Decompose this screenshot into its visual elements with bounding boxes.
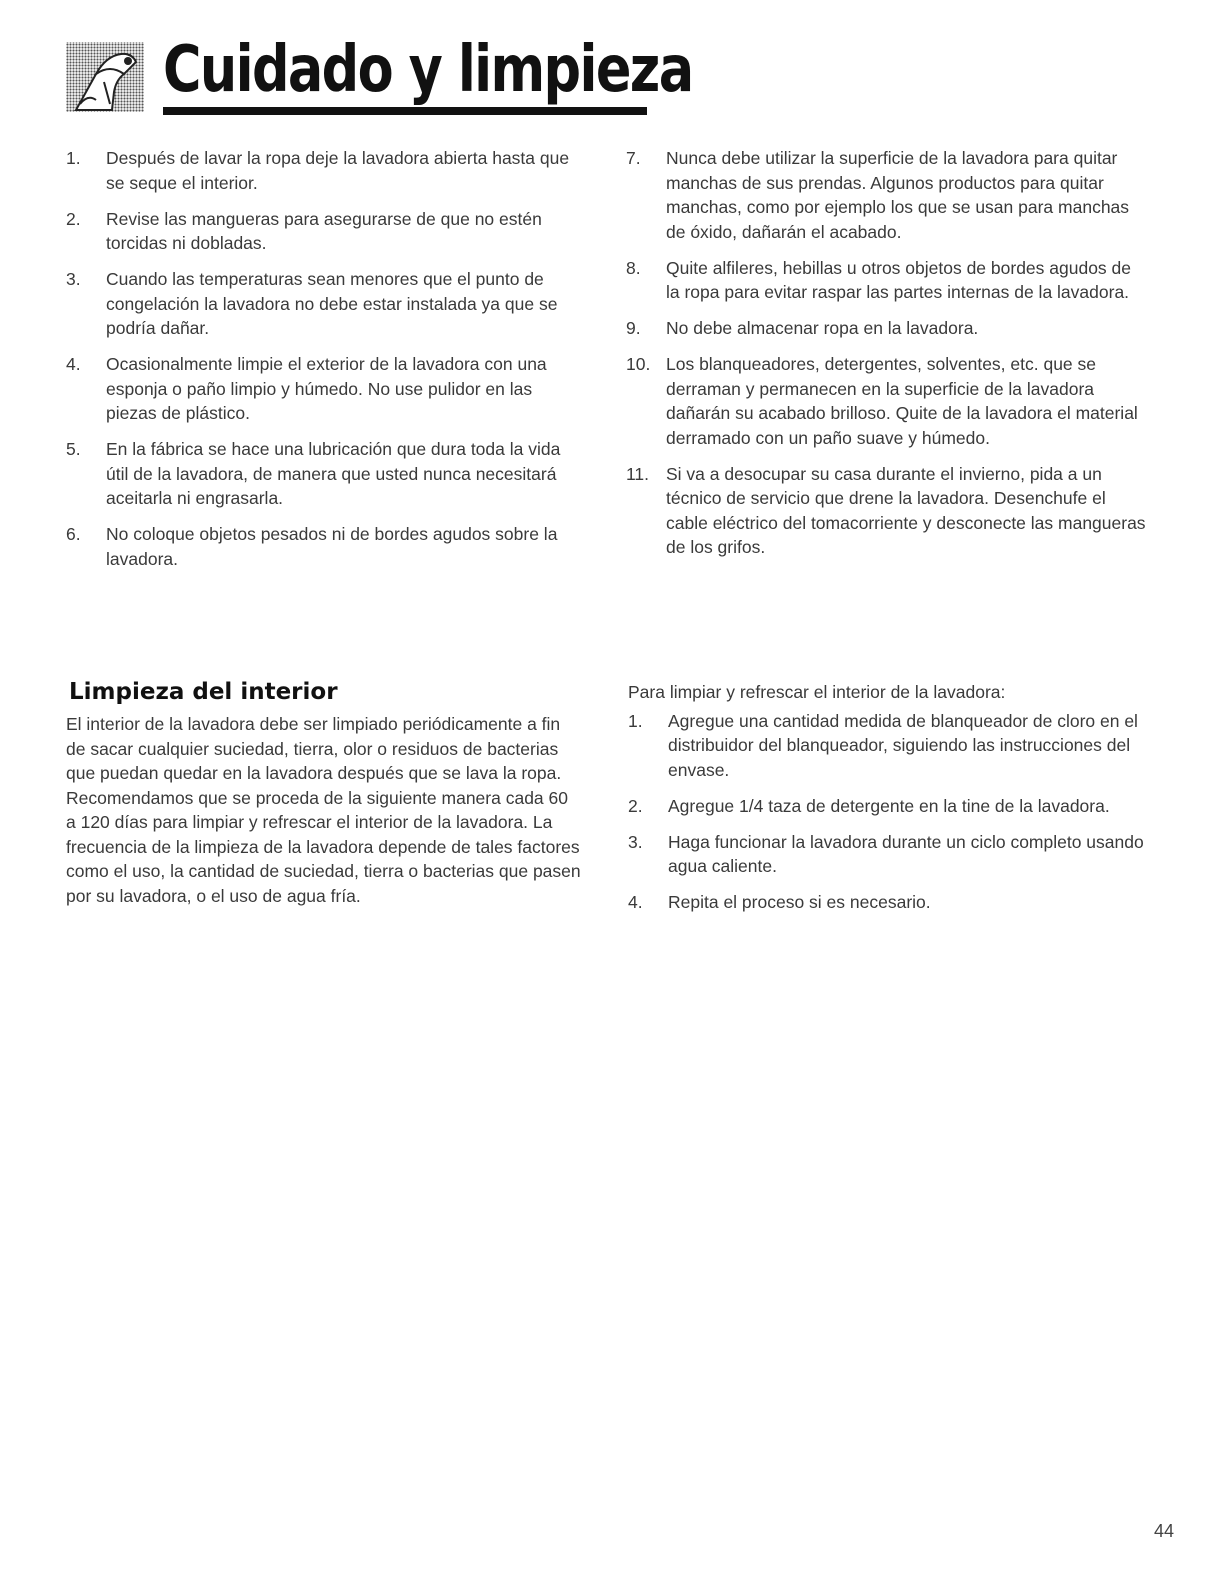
list-item-number: 5.	[66, 439, 81, 459]
list-item-text: Haga funcionar la lavadora durante un ciclo completo usando agua caliente.	[668, 831, 1144, 876]
section-heading: Limpieza del interior	[69, 679, 338, 705]
list-item-text: Agregue una cantidad medida de blanqueador de cloro en el distribuidor del blanqueador, siguiendo las instrucciones del envase.	[668, 710, 1138, 780]
care-list-left	[66, 146, 581, 583]
list-item	[626, 316, 1148, 341]
list-item	[628, 794, 1150, 819]
page-number: 44	[1154, 1521, 1175, 1541]
list-item	[628, 830, 1150, 879]
list-item-number: 10.	[626, 354, 651, 374]
list-item-number: 3.	[66, 269, 81, 289]
list-item-text: No coloque objetos pesados ni de bordes agudos sobre la lavadora.	[106, 524, 558, 569]
washer-cleaning-illustration-icon	[66, 34, 146, 114]
list-item-number: 4.	[628, 892, 643, 912]
list-item-number: 9.	[626, 318, 641, 338]
list-item-number: 7.	[626, 148, 641, 168]
list-item	[628, 709, 1150, 783]
list-item-text: Repita el proceso si es necesario.	[668, 892, 931, 912]
list-item	[626, 462, 1148, 560]
list-item-number: 1.	[66, 148, 81, 168]
list-item-number: 4.	[66, 354, 81, 374]
list-item	[66, 146, 581, 195]
list-item	[626, 352, 1148, 450]
list-item	[66, 207, 581, 256]
list-item-text: En la fábrica se hace una lubricación que dura toda la vida útil de la lavadora, de manera que usted nunca necesitará aceitarla ni engrasarla.	[106, 439, 561, 508]
page-header	[66, 24, 693, 120]
list-item	[66, 352, 581, 426]
list-item-text: Después de lavar la ropa deje la lavadora abierta hasta que se seque el interior.	[106, 148, 570, 193]
list-item	[66, 437, 581, 511]
list-item-number: 8.	[626, 257, 641, 278]
list-item-number: 3.	[628, 831, 643, 852]
list-item-text: Si va a desocupar su casa durante el invierno, pida a un técnico de servicio que drene la lavadora. Desenchufe el cable eléctrico del tomacorriente y desconecte las mangueras de los grifos.	[666, 463, 1146, 557]
page-title: Cuidado y limpieza	[163, 33, 693, 107]
list-item	[66, 522, 581, 571]
interior-description	[66, 712, 581, 908]
list-item-text: Ocasionalmente limpie el exterior de la lavadora con una esponja o paño limpio y húmedo. No use pulidor en las piezas de plástico.	[106, 354, 547, 423]
list-item	[628, 890, 1150, 915]
list-item-text: Agregue 1/4 taza de detergente en la tine de la lavadora.	[668, 795, 1110, 816]
list-item-text: Nunca debe utilizar la superficie de la lavadora para quitar manchas de sus prendas. Algunos productos para quitar manchas, como por ejemplo los que se usan para manchas de óxido, dañarán el acabado.	[666, 148, 1130, 242]
list-item-text: Quite alfileres, hebillas u otros objetos de bordes agudos de la ropa para evitar raspar las partes internas de la lavadora.	[666, 257, 1132, 302]
title-underline	[163, 107, 647, 115]
list-item-number: 2.	[628, 795, 643, 816]
list-item	[626, 256, 1148, 305]
steps-intro: Para limpiar y refrescar el interior de la lavadora:	[628, 682, 1006, 702]
list-item-number: 11.	[626, 463, 650, 484]
care-list-right	[626, 146, 1148, 571]
list-item-text: No debe almacenar ropa en la lavadora.	[666, 318, 979, 338]
list-item-text: Revise las mangueras para asegurarse de que no estén torcidas ni dobladas.	[106, 208, 542, 253]
list-item-text: Los blanqueadores, detergentes, solventes, etc. que se derraman y permanecen en la superficie de la lavadora dañarán su acabado brilloso. Quite de la lavadora el material derramado con un paño suave y húmedo.	[666, 354, 1138, 448]
list-item	[66, 267, 581, 341]
interior-steps	[628, 680, 1150, 926]
list-item-number: 6.	[66, 524, 81, 544]
list-item-number: 1.	[628, 710, 643, 731]
list-item-number: 2.	[66, 208, 81, 229]
list-item	[626, 146, 1148, 244]
interior-paragraph: El interior de la lavadora debe ser limpiado periódicamente a fin de sacar cualquier suciedad, tierra, olor o residuos de bacterias que puedan quedar en la lavadora después que se lava la ropa. Recomendamos que se proceda de la siguiente manera cada 60 a 120 días para limpiar y refrescar el interior de la lavadora. La frecuencia de la limpieza de la lavadora depende de tales factores como el uso, la cantidad de suciedad, tierra o bacterias que pasen por su lavadora, o el uso de agua fría.	[66, 714, 581, 906]
list-item-text: Cuando las temperaturas sean menores que el punto de congelación la lavadora no debe estar instalada ya que se podría dañar.	[106, 269, 558, 338]
